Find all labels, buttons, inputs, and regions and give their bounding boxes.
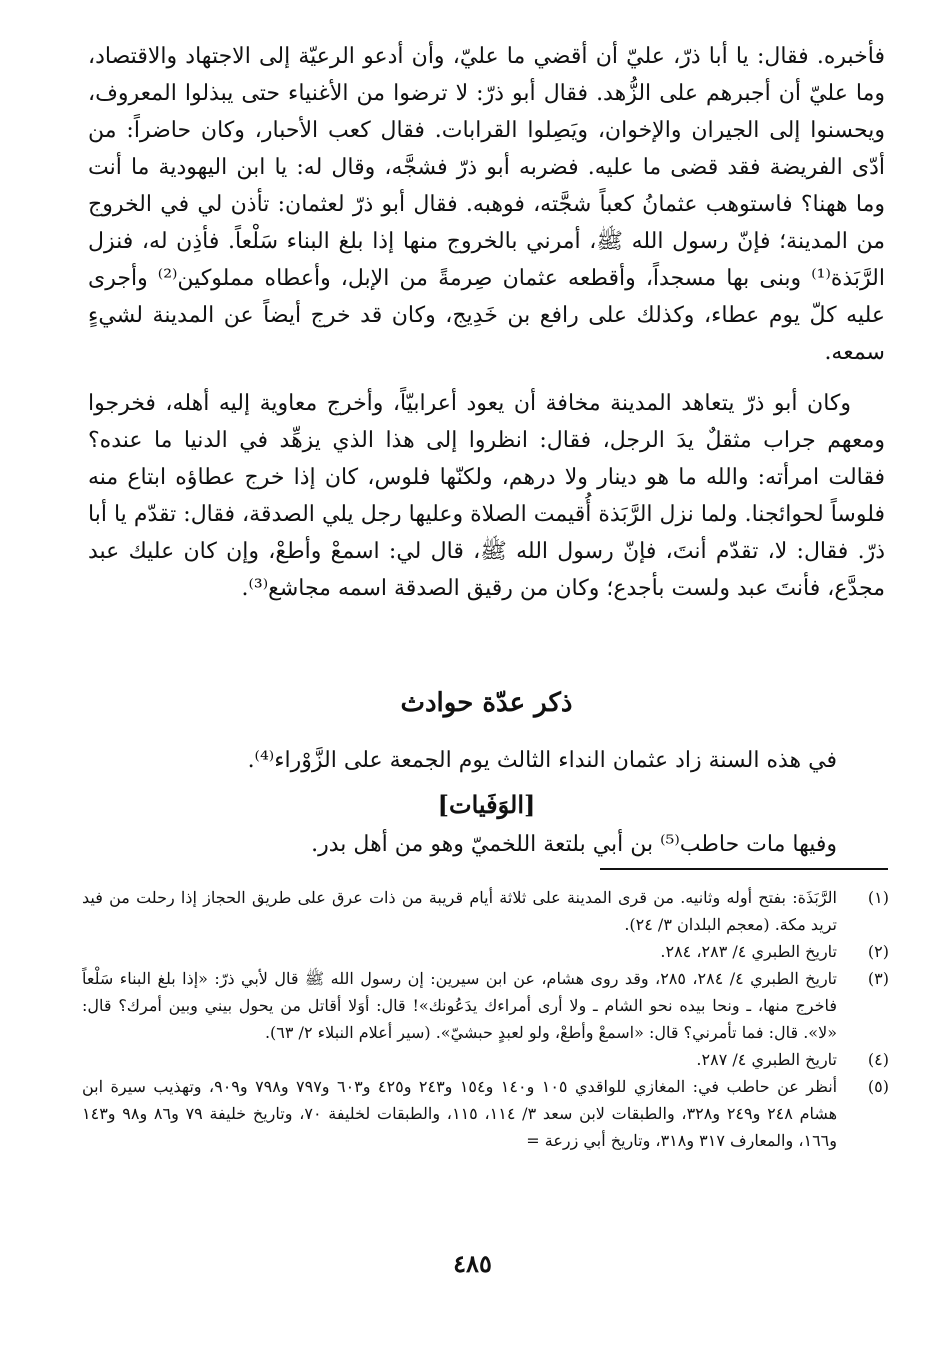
main-text-block	[88, 38, 885, 607]
footnote-text: تاريخ الطبري ٤/ ٢٨٣، ٢٨٤.	[660, 942, 837, 961]
paragraph-abu-dharr-exile: فأخبره. فقال: يا أبا ذرّ، عليّ أن أقضي ما عليّ، وأن أدعو الرعيّة إلى الاجتهاد والاقتصاد، وما عليّ أن أجبرهم على الزُّهد. فقال أبو ذرّ: لا ترضوا من الأغنياء حتى يبذلوا المعروف، ويحسنوا إلى الجيران والإخوان، ويَصِلوا القرابات. فقال كعب الأحبار، وكان حاضراً: من أدّى الفريضة فقد قضى ما عليه. فضربه أبو ذرّ فشجَّه، وقال له: يا ابن اليهودية ما أنت وما ههنا؟ فاستوهب عثمانُ كعباً شجَّته، فوهبه. فقال أبو ذرّ لعثمان: تأذن لي في الخروج من المدينة؛ فإنّ رسول الله ﷺ، أمرني بالخروج منها إذا بلغ البناء سَلْعاً. فأذِن له، فنزل الرَّبَذة⁽¹⁾ وبنى بها مسجداً، وأقطعه عثمان صِرمةً من الإبل، وأعطاه مملوكين⁽²⁾ وأجرى عليه كلّ يوم عطاء، وكذلك على رافع بن خَدِيج، وكان قد خرج أيضاً عن المدينة لشيءٍ سمعه.	[88, 44, 885, 365]
footnote-item	[82, 1046, 889, 1073]
page-number: ٤٨٥	[453, 1249, 492, 1278]
footnote-number: (١)	[867, 888, 889, 907]
footnote-separator	[600, 868, 888, 870]
subheading-obituaries: [الوَفَيات]	[437, 790, 536, 819]
footnote-item	[82, 884, 889, 938]
footnote-number: (٣)	[867, 969, 889, 988]
footnote-text: الرَّبَذَة: بفتح أوله وثانيه. من قرى المدينة على ثلاثة أيام قريبة من ذات عرق على طريق الحجاز إذا رحلت من فيد تريد مكة. (معجم البلدان ٣/ ٢٤).	[82, 888, 837, 934]
paragraph-abu-dharr-rabadha: وكان أبو ذرّ يتعاهد المدينة مخافة أن يعود أعرابيّاً، وأخرج معاوية إليه أهله، فخرجوا ومعهم جراب مثقلٌ يدَ الرجل، فقال: انظروا إلى هذا الذي يزهِّد في الدنيا ما عنده؟ فقالت امرأته: والله ما هو دينار ولا درهم، ولكنّها فلوس، كان إذا خرج عطاؤه ابتاع منه فلوساً لحوائجنا. ولما نزل الرَّبَذة أُقيمت الصلاة وعليها رجل يلي الصدقة، فقال: تقدّم يا أبا ذرّ. فقال: لا، تقدّم أنتَ، فإنّ رسول الله ﷺ، قال لي: اسمعْ وأطعْ، وإن كان عليك عبد مجدَّع، فأنتَ عبد ولست بأجدع؛ وكان من رقيق الصدقة اسمه مجاشع⁽³⁾.	[88, 391, 885, 601]
section-events-line: في هذه السنة زاد عثمان النداء الثالث يوم الجمعة على الزَّوْراء⁽⁴⁾.	[247, 748, 837, 773]
obituary-line: وفيها مات حاطب⁽⁵⁾ بن أبي بلتعة اللخميّ وهو من أهل بدر.	[311, 832, 837, 857]
footnote-text: تاريخ الطبري ٤/ ٢٨٧.	[696, 1050, 837, 1069]
footnote-number: (٢)	[867, 942, 889, 961]
footnote-item	[82, 1073, 889, 1154]
footnote-number: (٥)	[867, 1077, 889, 1096]
footnote-number: (٤)	[867, 1050, 889, 1069]
footnote-text: تاريخ الطبري ٤/ ٢٨٤، ٢٨٥، وقد روى هشام، عن ابن سيرين: إن رسول الله ﷺ قال لأبي ذرّ: «إذا بلغ البناء سَلْعاً فاخرج منها، ـ ونحا بيده نحو الشام ـ ولا أرى أمراءك يدَعُونك»! قال: أوَلا أقاتل من يحول بيني وبين أمرك؟ قال: «لا». قال: فما تأمرني؟ قال: «اسمعْ وأطعْ، ولو لعبدٍ حبشيّ». (سير أعلام النبلاء ٢/ ٦٣).	[82, 969, 838, 1042]
footnote-item	[82, 938, 889, 965]
footnote-item	[82, 965, 889, 1046]
section-heading-events: ذكر عدّة حوادث	[400, 688, 573, 718]
footnotes-block	[82, 884, 889, 1154]
footnote-text: أنظر عن حاطب في: المغازي للواقدي ١٠٥ و١٤٠ و١٥٤ و٢٤٣ و٤٢٥ و٦٠٣ و٧٩٧ و٧٩٨ و٩٠٩، وتهذيب سيرة ابن هشام ٢٤٨ و٢٤٩ و٣٢٨، والطبقات لابن سعد ٣/ ١١٤، ١١٥، والطبقات لخليفة ٧٠، وتاريخ خليفة ٧٩ و٨٦ و٩٨ و١٤٣ و١٦٦، والمعارف ٣١٧ و٣١٨، وتاريخ أبي زرعة =	[82, 1077, 838, 1150]
